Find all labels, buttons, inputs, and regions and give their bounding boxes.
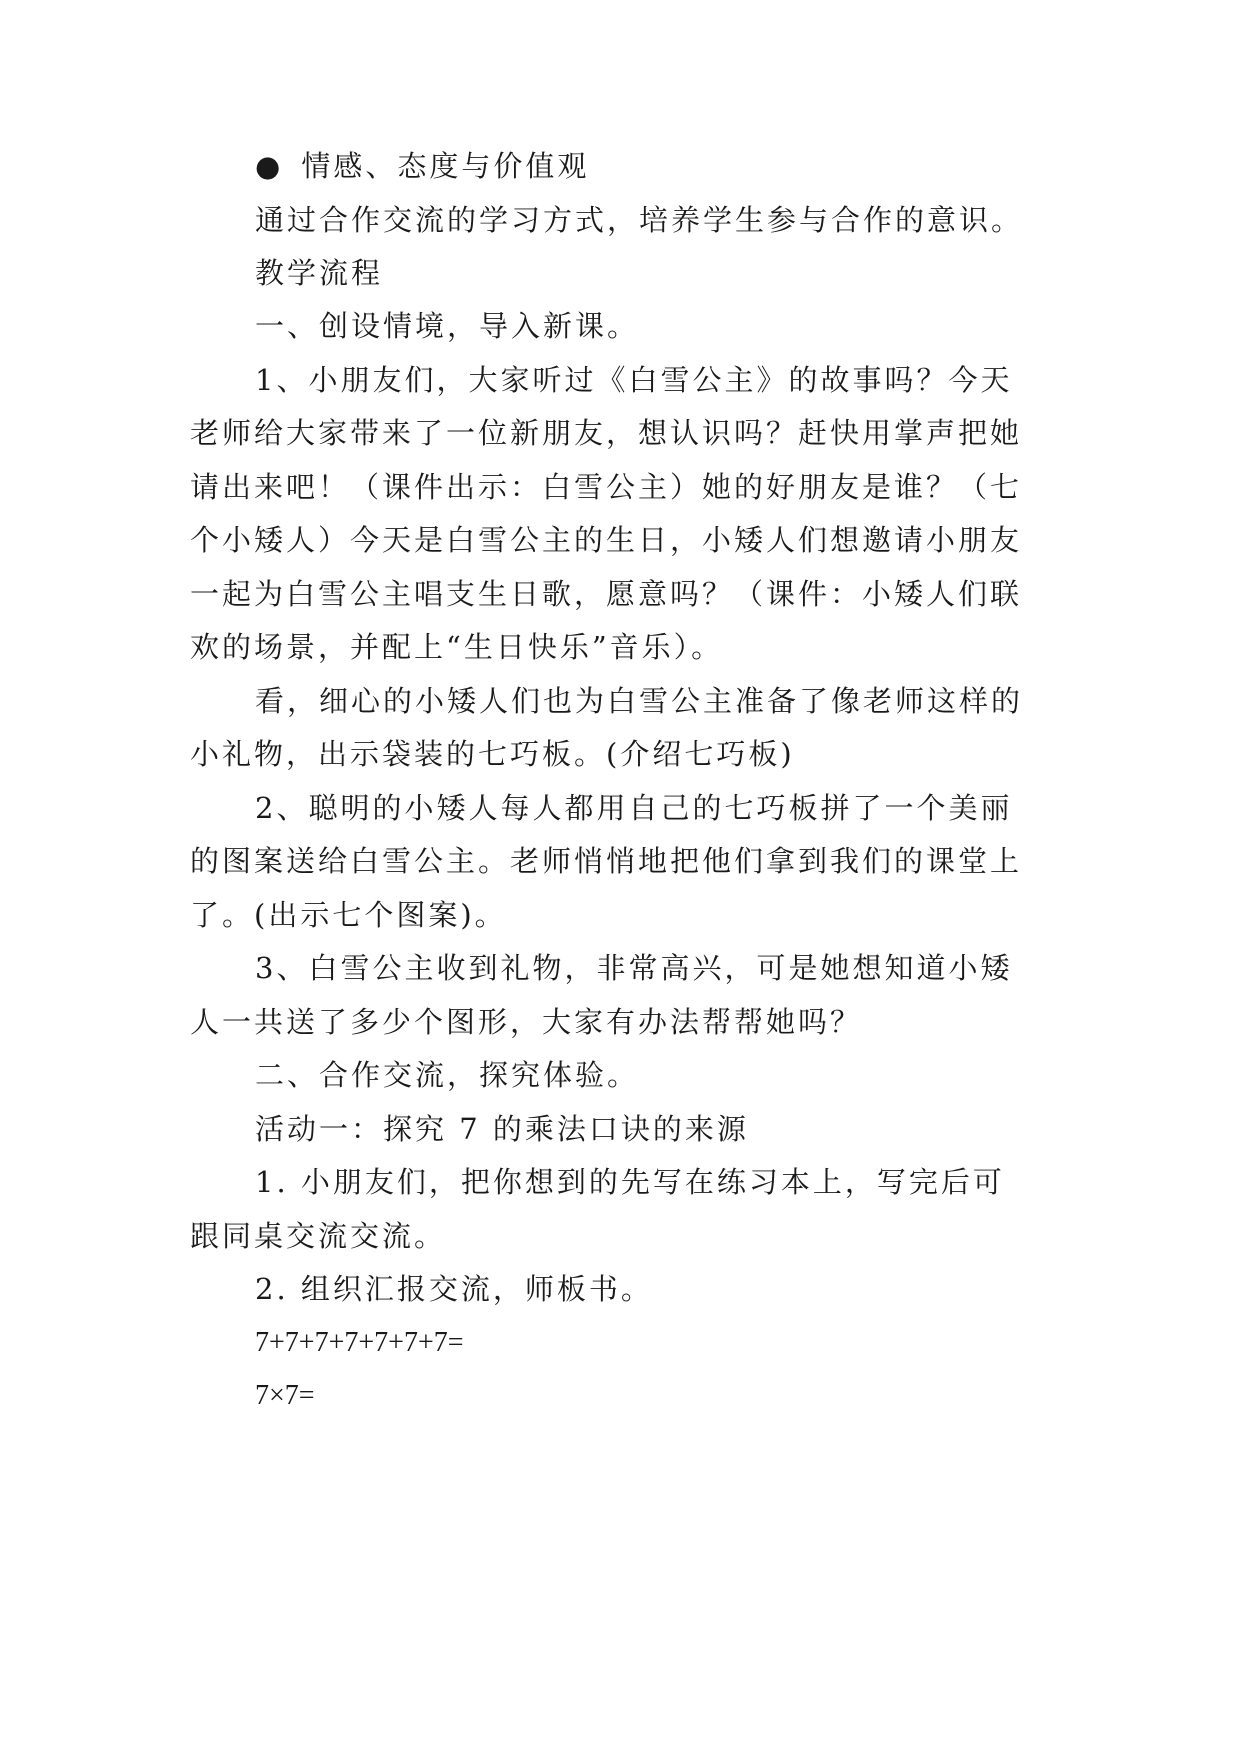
paragraph-line: 的图案送给白雪公主。老师悄悄地把他们拿到我们的课堂上: [190, 844, 1023, 878]
paragraph-line: 个小矮人）今天是白雪公主的生日，小矮人们想邀请小朋友: [190, 523, 1023, 557]
paragraph-line: 请出来吧！（课件出示：白雪公主）她的好朋友是谁？（七: [190, 470, 1023, 504]
paragraph-line: 了。(出示七个图案)。: [190, 898, 507, 932]
formula-line: 7+7+7+7+7+7+7=: [255, 1327, 464, 1358]
paragraph-line: 小礼物，出示袋装的七巧板。(介绍七巧板): [190, 737, 795, 771]
section-heading: [255, 146, 589, 186]
section-title: 教学流程: [255, 256, 384, 290]
paragraph-line: 跟同桌交流交流。: [190, 1219, 447, 1253]
section-title: 二、合作交流，探究体验。: [255, 1058, 640, 1092]
section-heading-text: 情感、态度与价值观: [301, 149, 590, 183]
paragraph-line: 通过合作交流的学习方式，培养学生参与合作的意识。: [255, 203, 1024, 237]
formula-line: 7×7=: [255, 1380, 315, 1411]
paragraph-line: 老师给大家带来了一位新朋友，想认识吗？赶快用掌声把她: [190, 416, 1023, 450]
paragraph-line: 1、小朋友们，大家听过《白雪公主》的故事吗？今天: [255, 363, 1013, 397]
activity-title: 活动一：探究 7 的乘法口诀的来源: [255, 1112, 749, 1146]
paragraph-line: 看，细心的小矮人们也为白雪公主准备了像老师这样的: [255, 684, 1024, 718]
paragraph-line: 一起为白雪公主唱支生日歌，愿意吗？（课件：小矮人们联: [190, 577, 1023, 611]
paragraph-line: 3、白雪公主收到礼物，非常高兴，可是她想知道小矮: [255, 951, 1013, 985]
paragraph-line: 欢的场景，并配上“生日快乐”音乐）。: [190, 630, 724, 664]
paragraph-line: 2. 组织汇报交流，师板书。: [255, 1272, 653, 1306]
bullet-icon: ●: [255, 149, 284, 183]
paragraph-line: 1. 小朋友们，把你想到的先写在练习本上，写完后可: [255, 1165, 1005, 1199]
section-title: 一、创设情境，导入新课。: [255, 309, 640, 343]
paragraph-line: 人一共送了多少个图形，大家有办法帮帮她吗？: [190, 1005, 863, 1039]
paragraph-line: 2、聪明的小矮人每人都用自己的七巧板拼了一个美丽: [255, 791, 1013, 825]
